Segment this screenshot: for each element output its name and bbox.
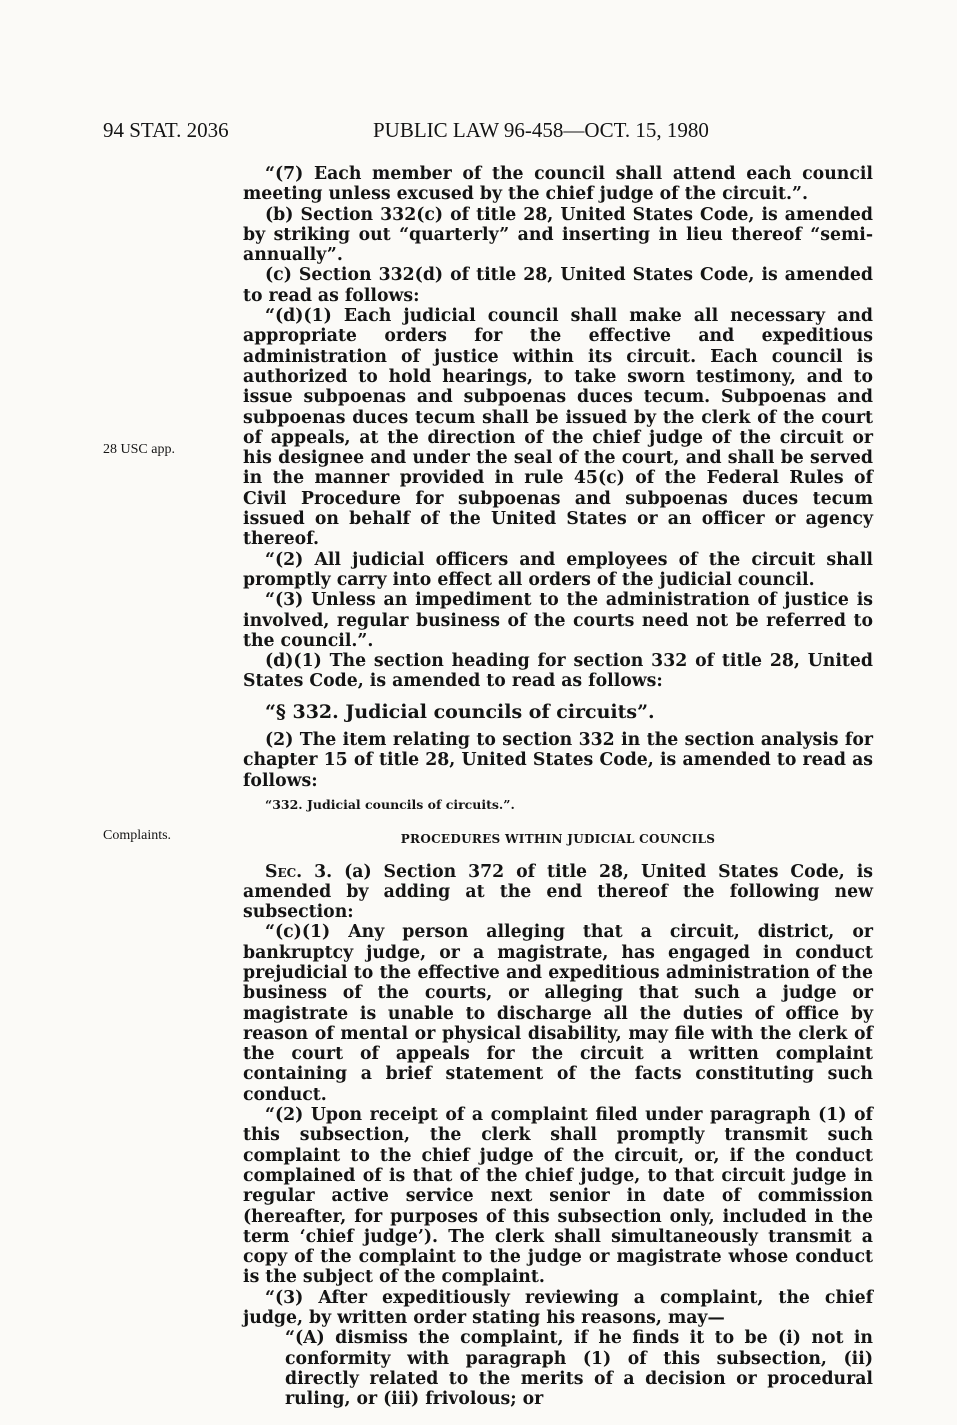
sec-3-text: 3. (a) Section 372 of title 28, United States Code, is amended by adding at the end thereof the following new subsection: (243, 861, 873, 923)
paragraph-heading-amendment: (d)(1) The section heading for section 332 of title 28, United States Code, is amended to read as follows: (243, 651, 873, 692)
section-heading: PROCEDURES WITHIN JUDICIAL COUNCILS (400, 832, 716, 847)
running-title: PUBLIC LAW 96-458—OCT. 15, 1980 (373, 118, 709, 142)
margin-note-complaints: Complaints. (103, 828, 172, 843)
paragraph-c2: “(2) Upon receipt of a complaint filed under paragraph (1) of this subsection, the clerk shall promptly transmit such complaint to the chief judge of the circuit, or, if the conduct complained of is that of the chief judge, to that circuit judge in regular active service next senior in date of commission (hereafter, for purposes of this subsection only, included in the term ‘chief judge’). The clerk shall simultaneously transmit a copy of the complaint to the judge or magistrate whose conduct is the subject of the complaint. (243, 1105, 873, 1288)
paragraph-d1: “(d)(1) Each judicial council shall make all necessary and appropriate orders for the effective and expeditious administration of justice within its circuit. Each council is authorized to hold hearings, to take sworn testimony, and to issue subpoenas and subpoenas duces tecum. Subpoenas and subpoenas duces tecum shall be issued by the clerk of the court of appeals, at the direction of the chief judge of the circuit or his designee and under the seal of the court, and shall be served in the manner provided in rule 45(c) of the Federal Rules of Civil Procedure for subpoenas and subpoenas duces tecum issued on behalf of the United States or an officer or agency thereof. (243, 306, 873, 550)
paragraph-c1: “(c)(1) Any person alleging that a circuit, district, or bankruptcy judge, or a magistrate, has engaged in conduct prejudicial to the effective and expeditious administration of the business of the courts, or alleging that such a judge or magistrate is unable to discharge all the duties of office by reason of mental or physical disability, may file with the clerk of the court of appeals for the circuit a written complaint containing a brief statement of the facts constituting such conduct. (243, 922, 873, 1105)
stat-citation: 94 STAT. 2036 (103, 118, 229, 142)
paragraph-sec-3 (243, 862, 873, 923)
paragraph-analysis-item: (2) The item relating to section 332 in the section analysis for chapter 15 of title 28, United States Code, is amended to read as follows: (243, 730, 873, 791)
section-332-heading: “§ 332. Judicial councils of circuits”. (265, 700, 655, 723)
margin-note-usc-app: 28 USC app. (103, 442, 175, 457)
paragraph-d3: “(3) Unless an impediment to the administration of justice is involved, regular business of the courts need not be referred to the council.”. (243, 590, 873, 651)
analysis-item-text: “332. Judicial councils of circuits.”. (265, 796, 515, 812)
document-body (243, 164, 873, 1410)
paragraph-d2: “(2) All judicial officers and employees of the circuit shall promptly carry into effect all orders of the judicial council. (243, 549, 873, 590)
paragraph-c3: “(3) After expeditiously reviewing a complaint, the chief judge, by written order stating his reasons, may— (243, 1287, 873, 1329)
paragraph-c: (c) Section 332(d) of title 28, United States Code, is amended to read as follows: (243, 265, 873, 306)
sec-label: Sec. (265, 861, 303, 882)
paragraph-7: “(7) Each member of the council shall attend each council meeting unless excused by the chief judge of the circuit.”. (243, 164, 873, 205)
paragraph-c3-a: “(A) dismiss the complaint, if he finds it to be (i) not in conformity with paragraph (1) of this subsection, (ii) directly related to the merits of a decision or procedural ruling, or (iii) frivolous; or (285, 1328, 873, 1410)
paragraph-b: (b) Section 332(c) of title 28, United States Code, is amended by striking out “quarterly” and inserting in lieu thereof “semi-annually”. (243, 204, 873, 266)
